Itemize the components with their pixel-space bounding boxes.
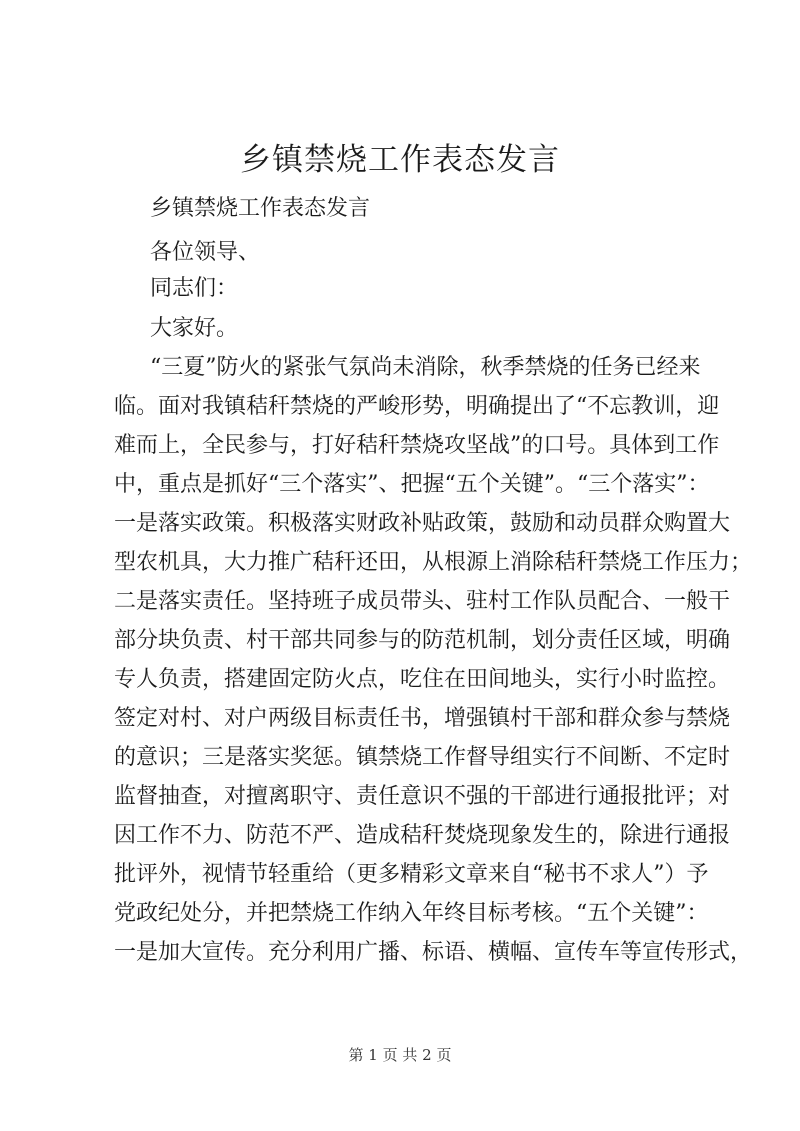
body-line: 专人负责，搭建固定防火点，吃住在田间地头，实行小时监控。 [114,667,731,692]
paragraph-greeting-leaders: 各位领导、 [150,240,261,265]
body-line: 难而上，全民参与，打好秸秆禁烧攻坚战”的口号。具体到工作 [114,433,720,458]
document-title: 乡镇禁烧工作表态发言 [240,142,560,178]
body-line: 监督抽查，对擅离职守、责任意识不强的干部进行通报批评；对 [114,784,731,809]
body-line: 型农机具，大力推广秸秆还田，从根源上消除秸秆禁烧工作压力； [114,550,753,575]
paragraph-greeting-hello: 大家好。 [150,316,239,341]
paragraph-heading: 乡镇禁烧工作表态发言 [150,196,371,221]
body-line: 一是加大宣传。充分利用广播、标语、横幅、宣传车等宣传形式， [114,940,753,965]
page-number-footer: 第 1 页 共 2 页 [348,1046,452,1064]
body-line: 部分块负责、村干部共同参与的防范机制，划分责任区域，明确 [114,628,731,653]
body-line: “三夏”防火的紧张气氛尚未消除，秋季禁烧的任务已经来 [150,355,701,380]
body-line: 党政纪处分，并把禁烧工作纳入年终目标考核。“五个关键”： [114,901,709,926]
body-line: 批评外，视情节轻重给（更多精彩文章来自“秘书不求人”）予 [114,862,709,887]
body-line: 一是落实政策。积极落实财政补贴政策，鼓励和动员群众购置大 [114,511,731,536]
paragraph-greeting-comrades: 同志们： [150,276,239,301]
body-line: 因工作不力、防范不严、造成秸秆焚烧现象发生的，除进行通报 [114,823,731,848]
body-line: 临。面对我镇秸秆禁烧的严峻形势，明确提出了“不忘教训，迎 [114,394,720,419]
body-line: 二是落实责任。坚持班子成员带头、驻村工作队员配合、一般干 [114,589,731,614]
body-line: 中，重点是抓好“三个落实”、把握“五个关键”。“三个落实”： [114,472,710,497]
body-line: 的意识；三是落实奖惩。镇禁烧工作督导组实行不间断、不定时 [114,745,731,770]
body-line: 签定对村、对户两级目标责任书，增强镇村干部和群众参与禁烧 [114,706,731,731]
